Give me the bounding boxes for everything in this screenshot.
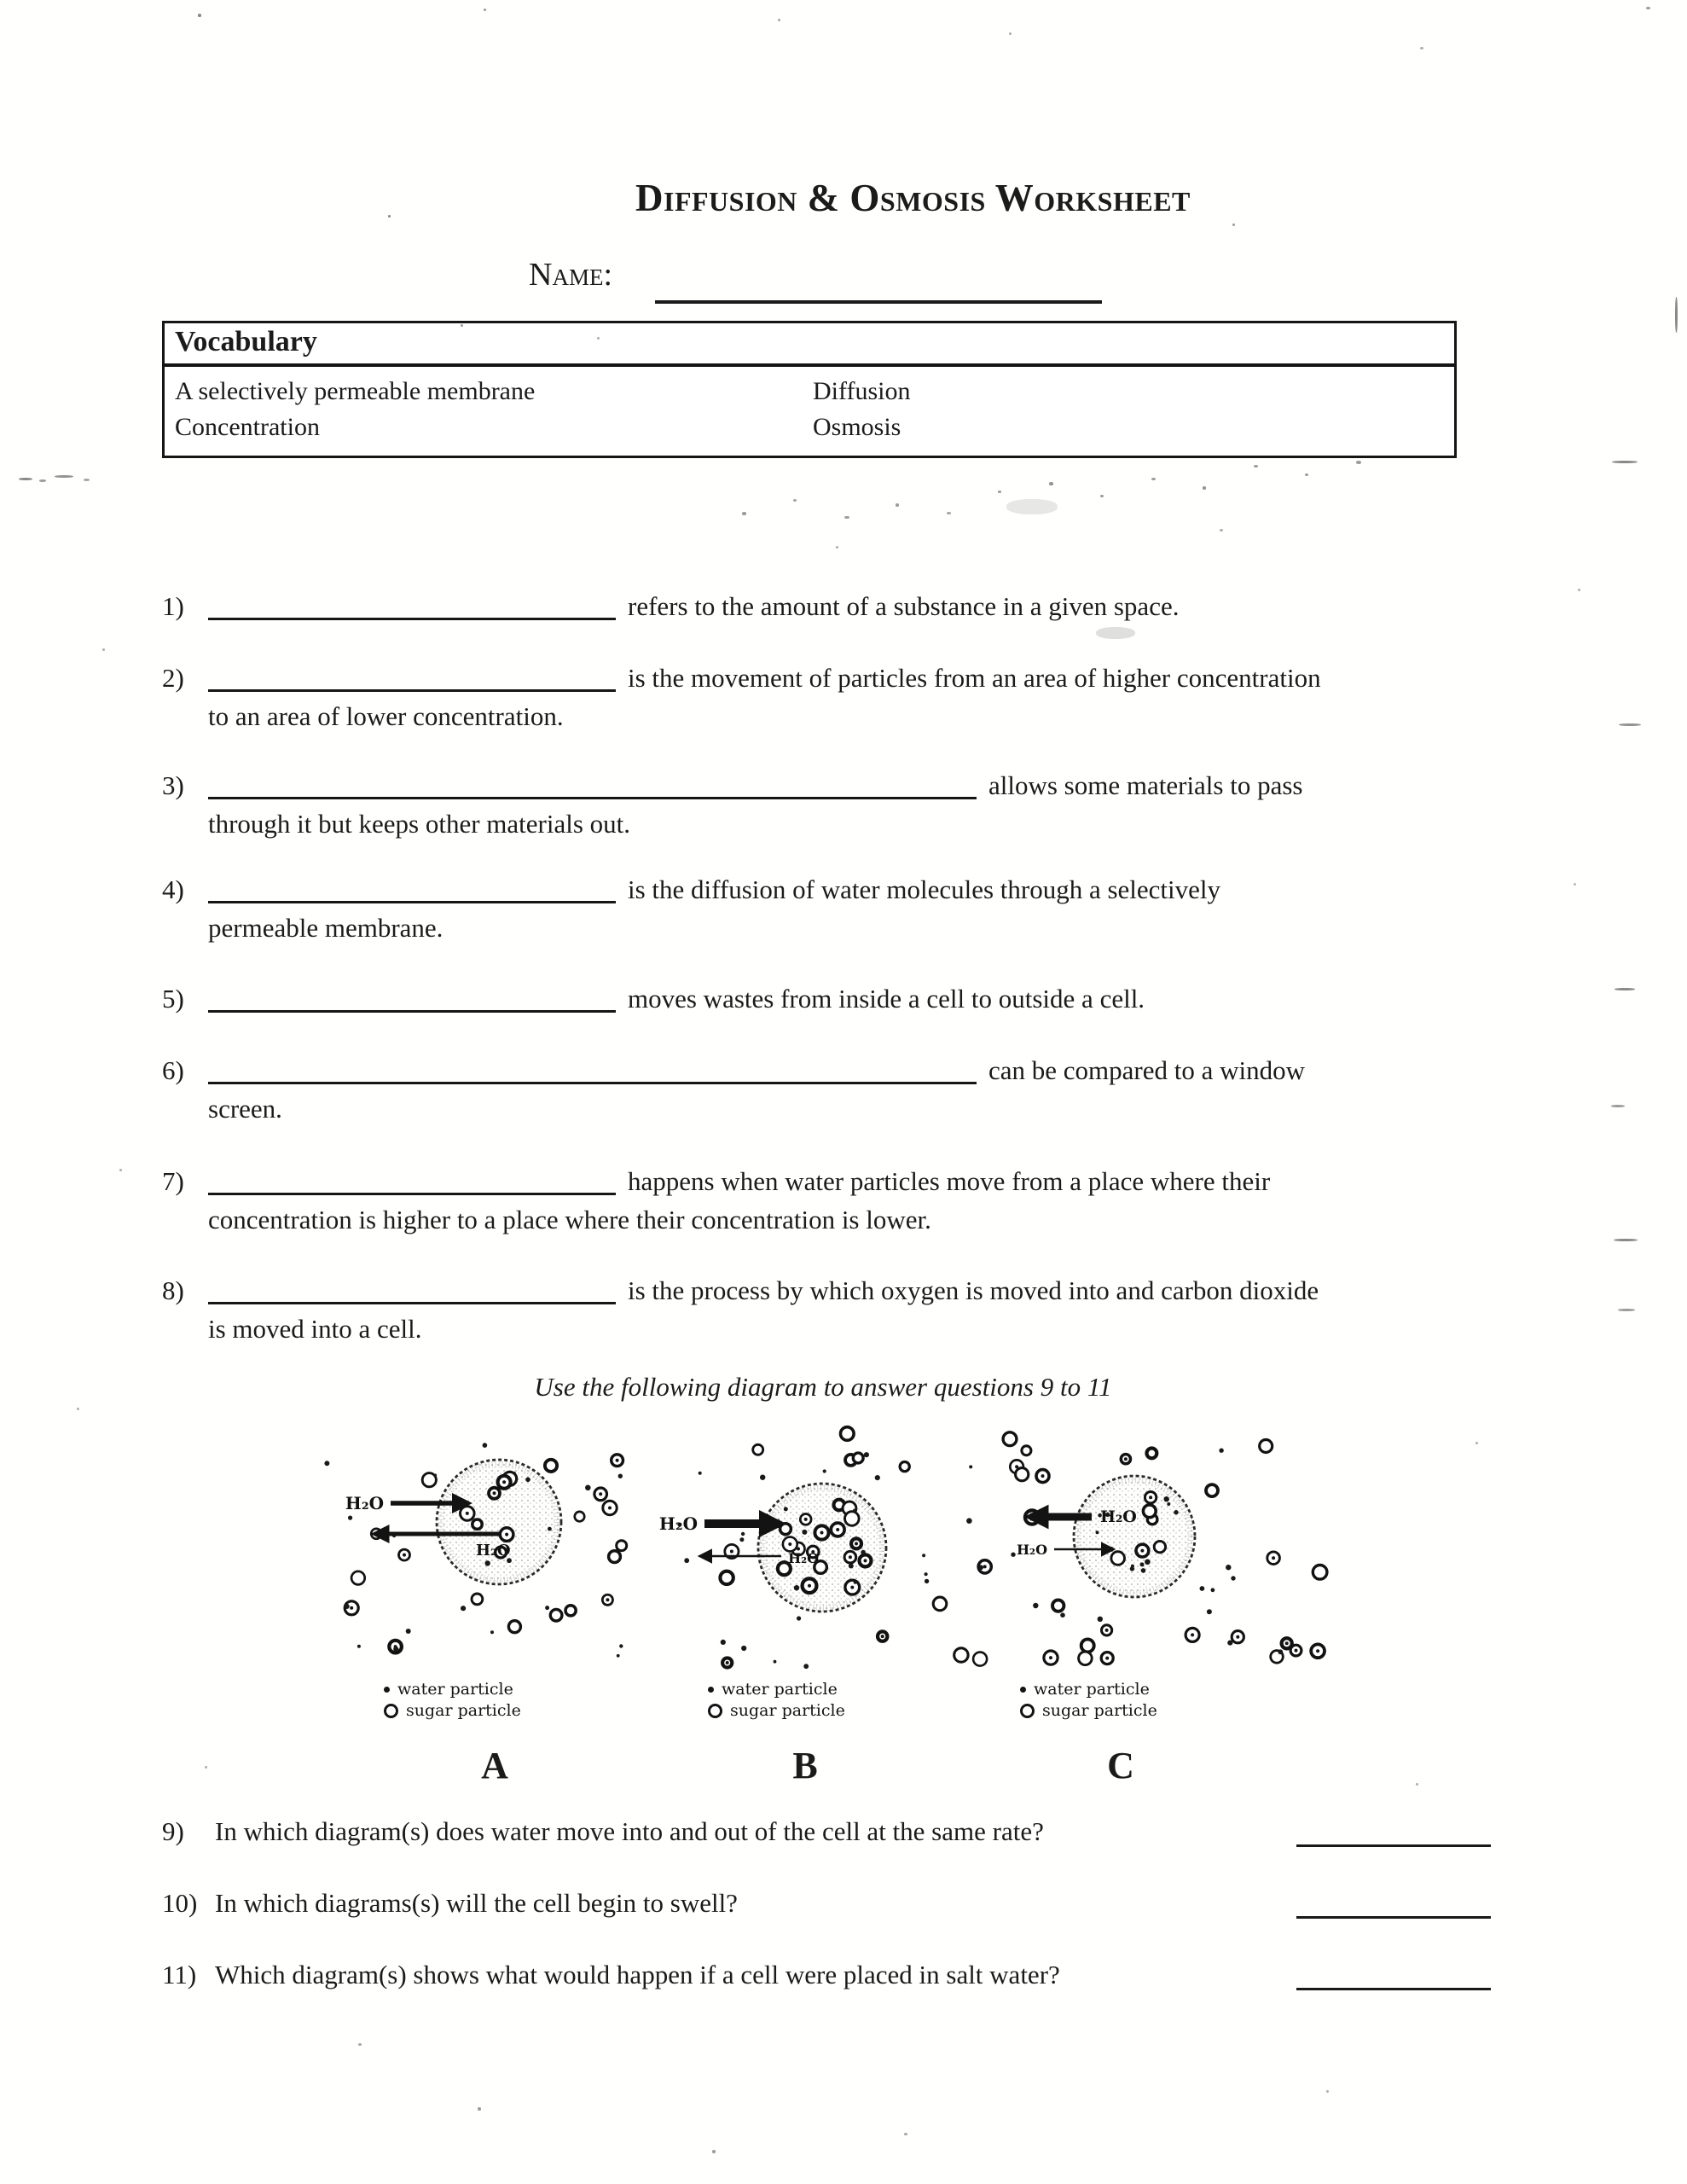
diagram-c	[981, 1421, 1339, 1787]
diagram-letter-label: A	[481, 1745, 508, 1786]
question-text: is the movement of particles from an area of higher concentration	[628, 663, 1321, 693]
scan-speckle	[1305, 473, 1308, 476]
diagram-b-figure	[652, 1421, 1010, 1677]
diagram-question-row	[162, 1812, 1612, 1850]
question-number: 1)	[162, 591, 184, 621]
scan-speckle	[597, 337, 600, 340]
diagram-question-row	[162, 1884, 1612, 1922]
vocabulary-box	[162, 321, 1457, 458]
scan-speckle	[205, 1766, 207, 1769]
h2o-label: H₂O	[345, 1493, 384, 1513]
scan-speckle	[55, 475, 73, 478]
h2o-label: H₂O	[658, 1513, 698, 1534]
fill-question-row	[162, 766, 1612, 843]
h2o-label: H₂O	[476, 1542, 511, 1560]
scan-speckle	[388, 215, 391, 218]
scan-speckle	[896, 503, 899, 507]
fill-question-row	[162, 1271, 1612, 1348]
question-text-line2: screen.	[208, 1094, 282, 1124]
h2o-label: H₂O	[1016, 1542, 1047, 1558]
scan-speckle	[1475, 1442, 1478, 1444]
legend-sugar-row	[384, 1700, 640, 1722]
vocabulary-header: Vocabulary	[165, 323, 1454, 367]
diagram-question-row	[162, 1955, 1612, 1994]
vocab-term: Concentration	[175, 413, 320, 441]
diagram-caption: Use the following diagram to answer questions 9 to 11	[534, 1372, 1112, 1402]
question-text: is the diffusion of water molecules through a selectively	[628, 874, 1221, 904]
fill-question-row	[162, 1051, 1612, 1128]
question-number: 9)	[162, 1816, 184, 1846]
question-number: 2)	[162, 663, 184, 693]
question-text: In which diagrams(s) will the cell begin to swell?	[215, 1888, 738, 1918]
legend-sugar-row	[708, 1700, 1010, 1722]
question-text: can be compared to a window	[988, 1055, 1306, 1085]
scan-speckle	[1614, 1239, 1638, 1241]
question-text: refers to the amount of a substance in a given space.	[628, 591, 1180, 621]
scan-speckle	[1220, 529, 1223, 531]
answer-blank[interactable]	[208, 771, 977, 799]
question-text: In which diagram(s) does water move into and out of the cell at the same rate?	[215, 1816, 1044, 1846]
water-particle-icon	[1020, 1687, 1026, 1693]
scan-speckle	[947, 512, 951, 514]
question-text: happens when water particles move from a place where their	[628, 1166, 1271, 1196]
scan-speckle	[1203, 486, 1206, 490]
scan-speckle	[84, 479, 90, 481]
fill-question-row	[162, 979, 1612, 1018]
scan-speckle	[1151, 478, 1156, 480]
scan-speckle	[119, 1169, 122, 1171]
question-text: is the process by which oxygen is moved into and carbon dioxide	[628, 1275, 1319, 1305]
scan-speckle	[844, 516, 849, 519]
scan-speckle	[19, 478, 32, 480]
question-text: Which diagram(s) shows what would happen if a cell were placed in salt water?	[215, 1960, 1060, 1989]
scan-speckle	[461, 324, 463, 327]
scan-speckle	[1619, 723, 1641, 726]
name-label: Name:	[529, 257, 612, 293]
scan-speckle	[1675, 297, 1678, 333]
scan-speckle	[198, 14, 201, 17]
water-particle-label: water particle	[397, 1680, 513, 1699]
legend-water-row	[384, 1679, 640, 1700]
answer-blank[interactable]	[208, 664, 616, 692]
fill-question-row	[162, 870, 1612, 947]
question-text-line2: is moved into a cell.	[208, 1314, 422, 1344]
scan-speckle	[742, 512, 746, 515]
h2o-label: H₂O	[1100, 1507, 1137, 1526]
fill-question-row	[162, 659, 1612, 735]
scan-speckle	[1646, 7, 1650, 9]
question-number: 8)	[162, 1275, 184, 1305]
vocab-term: Diffusion	[813, 377, 911, 405]
sugar-particle-icon	[384, 1704, 398, 1718]
answer-blank[interactable]	[1296, 1988, 1491, 1990]
diagram-legend	[384, 1679, 640, 1722]
vocab-term: A selectively permeable membrane	[175, 377, 536, 405]
answer-blank[interactable]	[1296, 1916, 1491, 1919]
h2o-label: H₂O	[788, 1550, 820, 1566]
question-text: allows some materials to pass	[988, 770, 1303, 800]
question-text-line2: to an area of lower concentration.	[208, 701, 564, 731]
question-number: 3)	[162, 770, 184, 800]
vocabulary-terms	[165, 367, 1454, 456]
diagram-letter-label: B	[792, 1745, 818, 1786]
fill-question-row	[162, 587, 1612, 625]
vocabulary-row	[175, 410, 1444, 445]
diagram-a	[281, 1421, 640, 1787]
diagram-legend	[708, 1679, 1010, 1722]
scan-speckle	[1615, 988, 1635, 990]
water-particle-icon	[708, 1687, 714, 1693]
question-number: 5)	[162, 984, 184, 1014]
diagram-letter-label: C	[1107, 1745, 1134, 1786]
scan-speckle	[1096, 627, 1135, 639]
question-number: 7)	[162, 1166, 184, 1196]
water-particle-label: water particle	[722, 1680, 838, 1699]
vocabulary-row	[175, 374, 1444, 410]
sugar-particle-label: sugar particle	[406, 1701, 521, 1720]
scan-speckle	[778, 19, 780, 21]
legend-water-row	[708, 1679, 1010, 1700]
scan-speckle	[1009, 32, 1012, 35]
scan-speckle	[836, 546, 838, 549]
scan-speckle	[39, 479, 46, 482]
scan-speckle	[998, 491, 1001, 493]
scan-speckle	[1578, 589, 1580, 591]
water-particle-icon	[384, 1687, 390, 1693]
scan-speckle	[1049, 482, 1053, 485]
question-text-line2: permeable membrane.	[208, 913, 443, 943]
water-particle-label: water particle	[1034, 1680, 1150, 1699]
scan-speckle	[1326, 2090, 1329, 2093]
legend-water-row	[1020, 1679, 1339, 1700]
question-text-line2: through it but keeps other materials out.	[208, 809, 631, 839]
diagram-c-figure	[981, 1421, 1339, 1677]
scan-speckle	[77, 1408, 79, 1410]
scan-speckle	[1612, 461, 1638, 463]
scan-speckle	[1100, 495, 1104, 497]
scan-speckle	[1618, 1309, 1635, 1311]
sugar-particle-label: sugar particle	[730, 1701, 845, 1720]
answer-blank[interactable]	[208, 1276, 616, 1304]
scan-speckle	[484, 9, 486, 11]
answer-blank[interactable]	[208, 1056, 977, 1084]
name-blank-line[interactable]	[655, 300, 1102, 304]
scan-speckle	[904, 2133, 907, 2135]
question-number: 4)	[162, 874, 184, 904]
scan-speckle	[712, 2150, 716, 2153]
vocab-term: Osmosis	[813, 413, 901, 441]
sugar-particle-icon	[1020, 1704, 1035, 1718]
scan-speckle	[1611, 1105, 1625, 1107]
sugar-particle-icon	[708, 1704, 722, 1718]
scan-speckle	[1232, 224, 1235, 226]
scan-speckle	[793, 499, 797, 502]
answer-blank[interactable]	[208, 875, 616, 903]
question-number: 11)	[162, 1960, 197, 1989]
scan-speckle	[1006, 499, 1058, 514]
diagram-a-figure	[281, 1421, 640, 1677]
question-number: 10)	[162, 1888, 198, 1918]
answer-blank[interactable]	[1296, 1844, 1491, 1847]
scan-speckle	[1420, 47, 1423, 49]
question-text: moves wastes from inside a cell to outside a cell.	[628, 984, 1145, 1014]
scan-speckle	[1254, 465, 1258, 468]
question-text-line2: concentration is higher to a place where their concentration is lower.	[208, 1205, 931, 1234]
answer-blank[interactable]	[208, 1167, 616, 1195]
diagram-b	[652, 1421, 1010, 1787]
scan-speckle	[1574, 883, 1576, 886]
scan-speckle	[478, 2107, 481, 2111]
scan-speckle	[1356, 461, 1361, 464]
scan-speckle	[1416, 1783, 1418, 1786]
scan-speckle	[102, 648, 105, 651]
legend-sugar-row	[1020, 1700, 1339, 1722]
answer-blank[interactable]	[208, 985, 616, 1013]
question-number: 6)	[162, 1055, 184, 1085]
fill-question-row	[162, 1162, 1612, 1239]
scan-speckle	[358, 2043, 362, 2046]
diagram-legend	[1020, 1679, 1339, 1722]
sugar-particle-label: sugar particle	[1042, 1701, 1157, 1720]
answer-blank[interactable]	[208, 592, 616, 620]
worksheet-title: Diffusion & Osmosis Worksheet	[635, 177, 1191, 219]
